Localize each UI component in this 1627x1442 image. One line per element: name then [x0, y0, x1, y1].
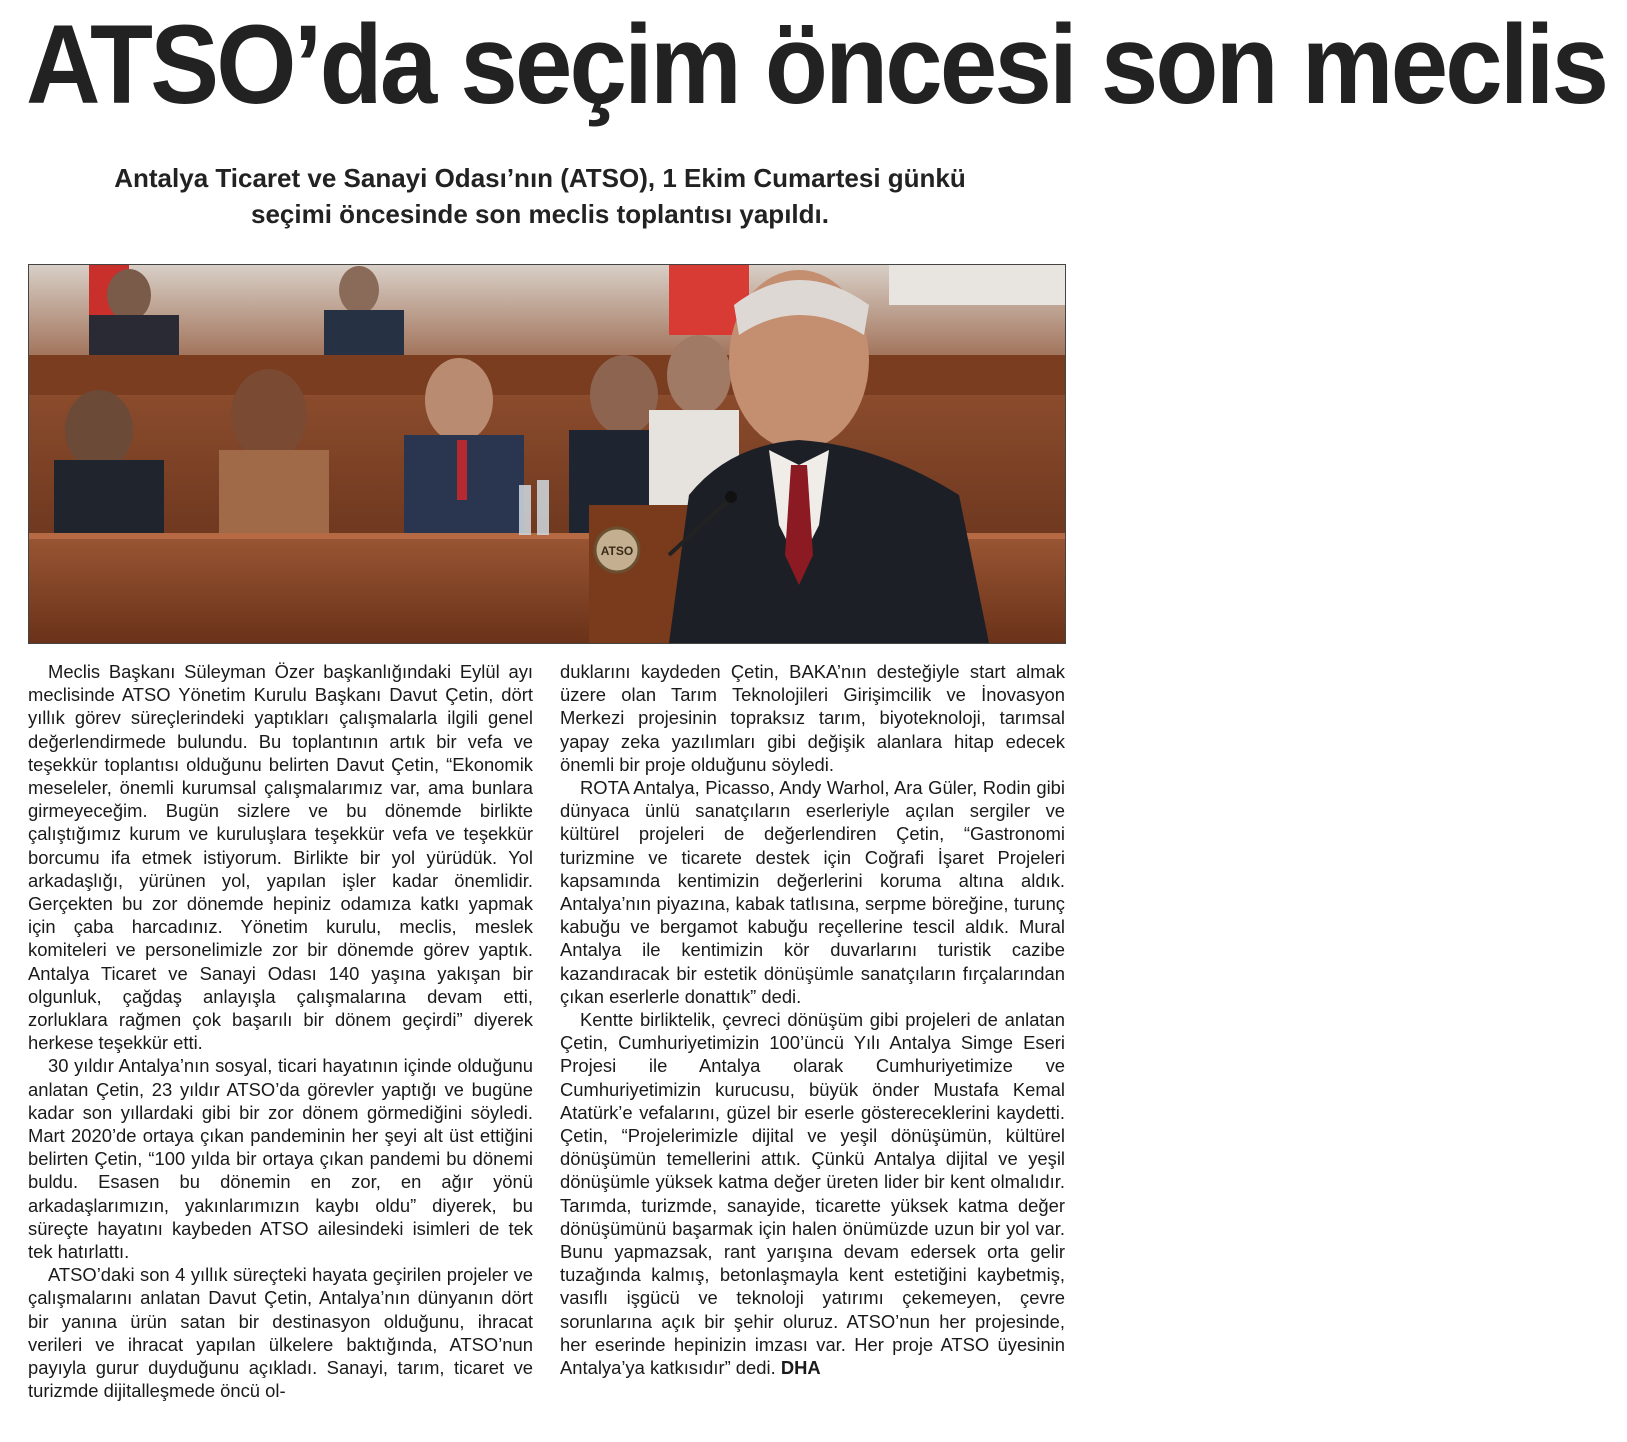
news-agency-credit: DHA	[780, 1357, 821, 1379]
paragraph: 30 yıldır Antalya’nın sosyal, ticari hayatının içinde olduğunu anlatan Çetin, 23 yıldır ATSO’da görevler yaptığı ve bugüne kadar son yıllardaki gibi bir zor dönem görmediğini söyledi. Mart 2020’de ortaya çıkan pandeminin her şeyi alt üst ettiğini belirten Çetin, “100 yılda bir ortaya çıkan pandemi bu dönemi buldu. Esasen bu dönemin en zor, en ağır yönü arkadaşlarımızın, yakınlarımızın kaybı oldu” diyerek, bu süreçte hayatını kaybeden ATSO ailesindeki isimleri de tek tek hatırlattı.	[28, 1055, 533, 1263]
paragraph: Meclis Başkanı Süleyman Özer başkanlığındaki Eylül ayı meclisinde ATSO Yönetim Kurulu Başkanı Davut Çetin, dört yıllık görev süreçlerindeki yaptıkları çalışmalarla ilgili genel değerlendirmede bulundu. Bu toplantının artık bir vefa ve teşekkür toplantısı olduğunu belirten Davut Çetin, “Ekonomik meseleler, önemli kurumsal çalışmalarımız var, ama bunlara girmeyeceğim. Bugün sizlere ve bu dönemde birlikte çalıştığımız kurum ve kuruluşlara teşekkür vefa ve teşekkür borcumu ifa etmek istiyorum. Birlikte bir yol yürüdük. Yol arkadaşlığı, yürünen yol, yapılan işler kadar önemlidir. Gerçekten bu zor dönemde hepiniz odamıza katkı yapmak için çaba harcadınız. Yönetim kurulu, meclis, meslek komiteleri ve personelimizle zor bir dönemde görev yaptık. Antalya Ticaret ve Sanayi Odası 140 yaşına yakışan bir olgunluk, çağdaş anlayışla çalışmalarına devam etti, zorluklara rağmen çok başarılı bir dönem geçirdi” diyerek herkese teşekkür etti.	[28, 661, 533, 1054]
podium-logo-text: ATSO	[600, 544, 634, 558]
paragraph: ROTA Antalya, Picasso, Andy Warhol, Ara Güler, Rodin gibi dünyaca ünlü sanatçıların eserleriyle açılan sergiler ve kültürel projeleri de değerlendiren Çetin, “Gastronomi turizmine ve ticarete destek için Coğrafi İşaret Projeleri kapsamında kentimizin değerlerini koruma altına aldık. Antalya’nın piyazına, kabak tatlısına, serpme böreğine, turunç kabuğu ve bergamot kabuğu reçellerine tescil aldık. Mural Antalya ile kentimizin kör duvarlarını turistik cazibe kazandıracak bir estetik dönüşümle sanatçıların fırçalarından çıkan eserlerle donattık” dedi.	[560, 777, 1065, 1007]
subhead-line-2: seçimi öncesinde son meclis toplantısı yapıldı.	[251, 199, 829, 229]
article-column-1	[28, 660, 533, 1403]
headline: ATSO’da seçim öncesi son meclis	[26, 2, 1607, 127]
news-photo	[28, 264, 1066, 644]
meeting-photo-illustration	[29, 265, 1065, 643]
paragraph: ATSO’daki son 4 yıllık süreçteki hayata geçirilen projeler ve çalışmalarını anlatan Davut Çetin, Antalya’nın dünyanın dört bir yanına ürün satan bir destinasyon olduğunu, ihracat verileri ve ihracat yapılan ülkelere baktığında, ATSO’nun payıyla gurur duyduğunu açıkladı. Sanayi, tarım, ticaret ve turizmde dijitalleşmede öncü ol-	[28, 1264, 533, 1402]
paragraph: duklarını kaydeden Çetin, BAKA’nın desteğiyle start almak üzere olan Tarım Teknolojileri Girişimcilik ve İnovasyon Merkezi projesinin topraksız tarım, biyoteknoloji, tarımsal yapay zeka yazılımları gibi değişik alanlara hitap edecek önemli bir proje olduğunu söyledi.	[560, 661, 1065, 775]
article-column-2	[560, 660, 1065, 1379]
subheadline	[30, 160, 1050, 232]
subhead-line-1: Antalya Ticaret ve Sanayi Odası’nın (ATSO), 1 Ekim Cumartesi günkü	[114, 163, 966, 193]
paragraph-text: Kentte birliktelik, çevreci dönüşüm gibi projeleri de anlatan Çetin, Cumhuriyetimizin 100’üncü Yılı Antalya Simge Eseri Projesi ile Antalya olarak Cumhuriyetimize ve Cumhuriyetimizin kurucusu, büyük önder Mustafa Kemal Atatürk’e vefalarını, güzel bir eserle göstereceklerini kaydetti. Çetin, “Projelerimizle dijital ve yeşil dönüşümün, kültürel dönüşümün temellerini attık. Çünkü Antalya dijital ve yeşil dönüşümle yüksek katma değer üreten lider bir kent olmalıdır. Tarımda, turizmde, sanayide, ticarette yüksek katma değer dönüşümünü başarmak için halen önümüzde uzun bir yol var. Bunu yapmazsak, rant yarışına devam edersek orta gelir tuzağında kalmış, betonlaşmayla kent estetiğini kaybetmiş, vasıflı işgücü ve teknoloji yatırımı çekemeyen, çevre sorunlarına açık bir şehir oluruz. ATSO’nun her projesinde, her eserinde hepinizin imzası var. Her proje ATSO üyesinin Antalya’ya katkısıdır” dedi.	[560, 1009, 1065, 1379]
paragraph	[560, 1008, 1065, 1379]
